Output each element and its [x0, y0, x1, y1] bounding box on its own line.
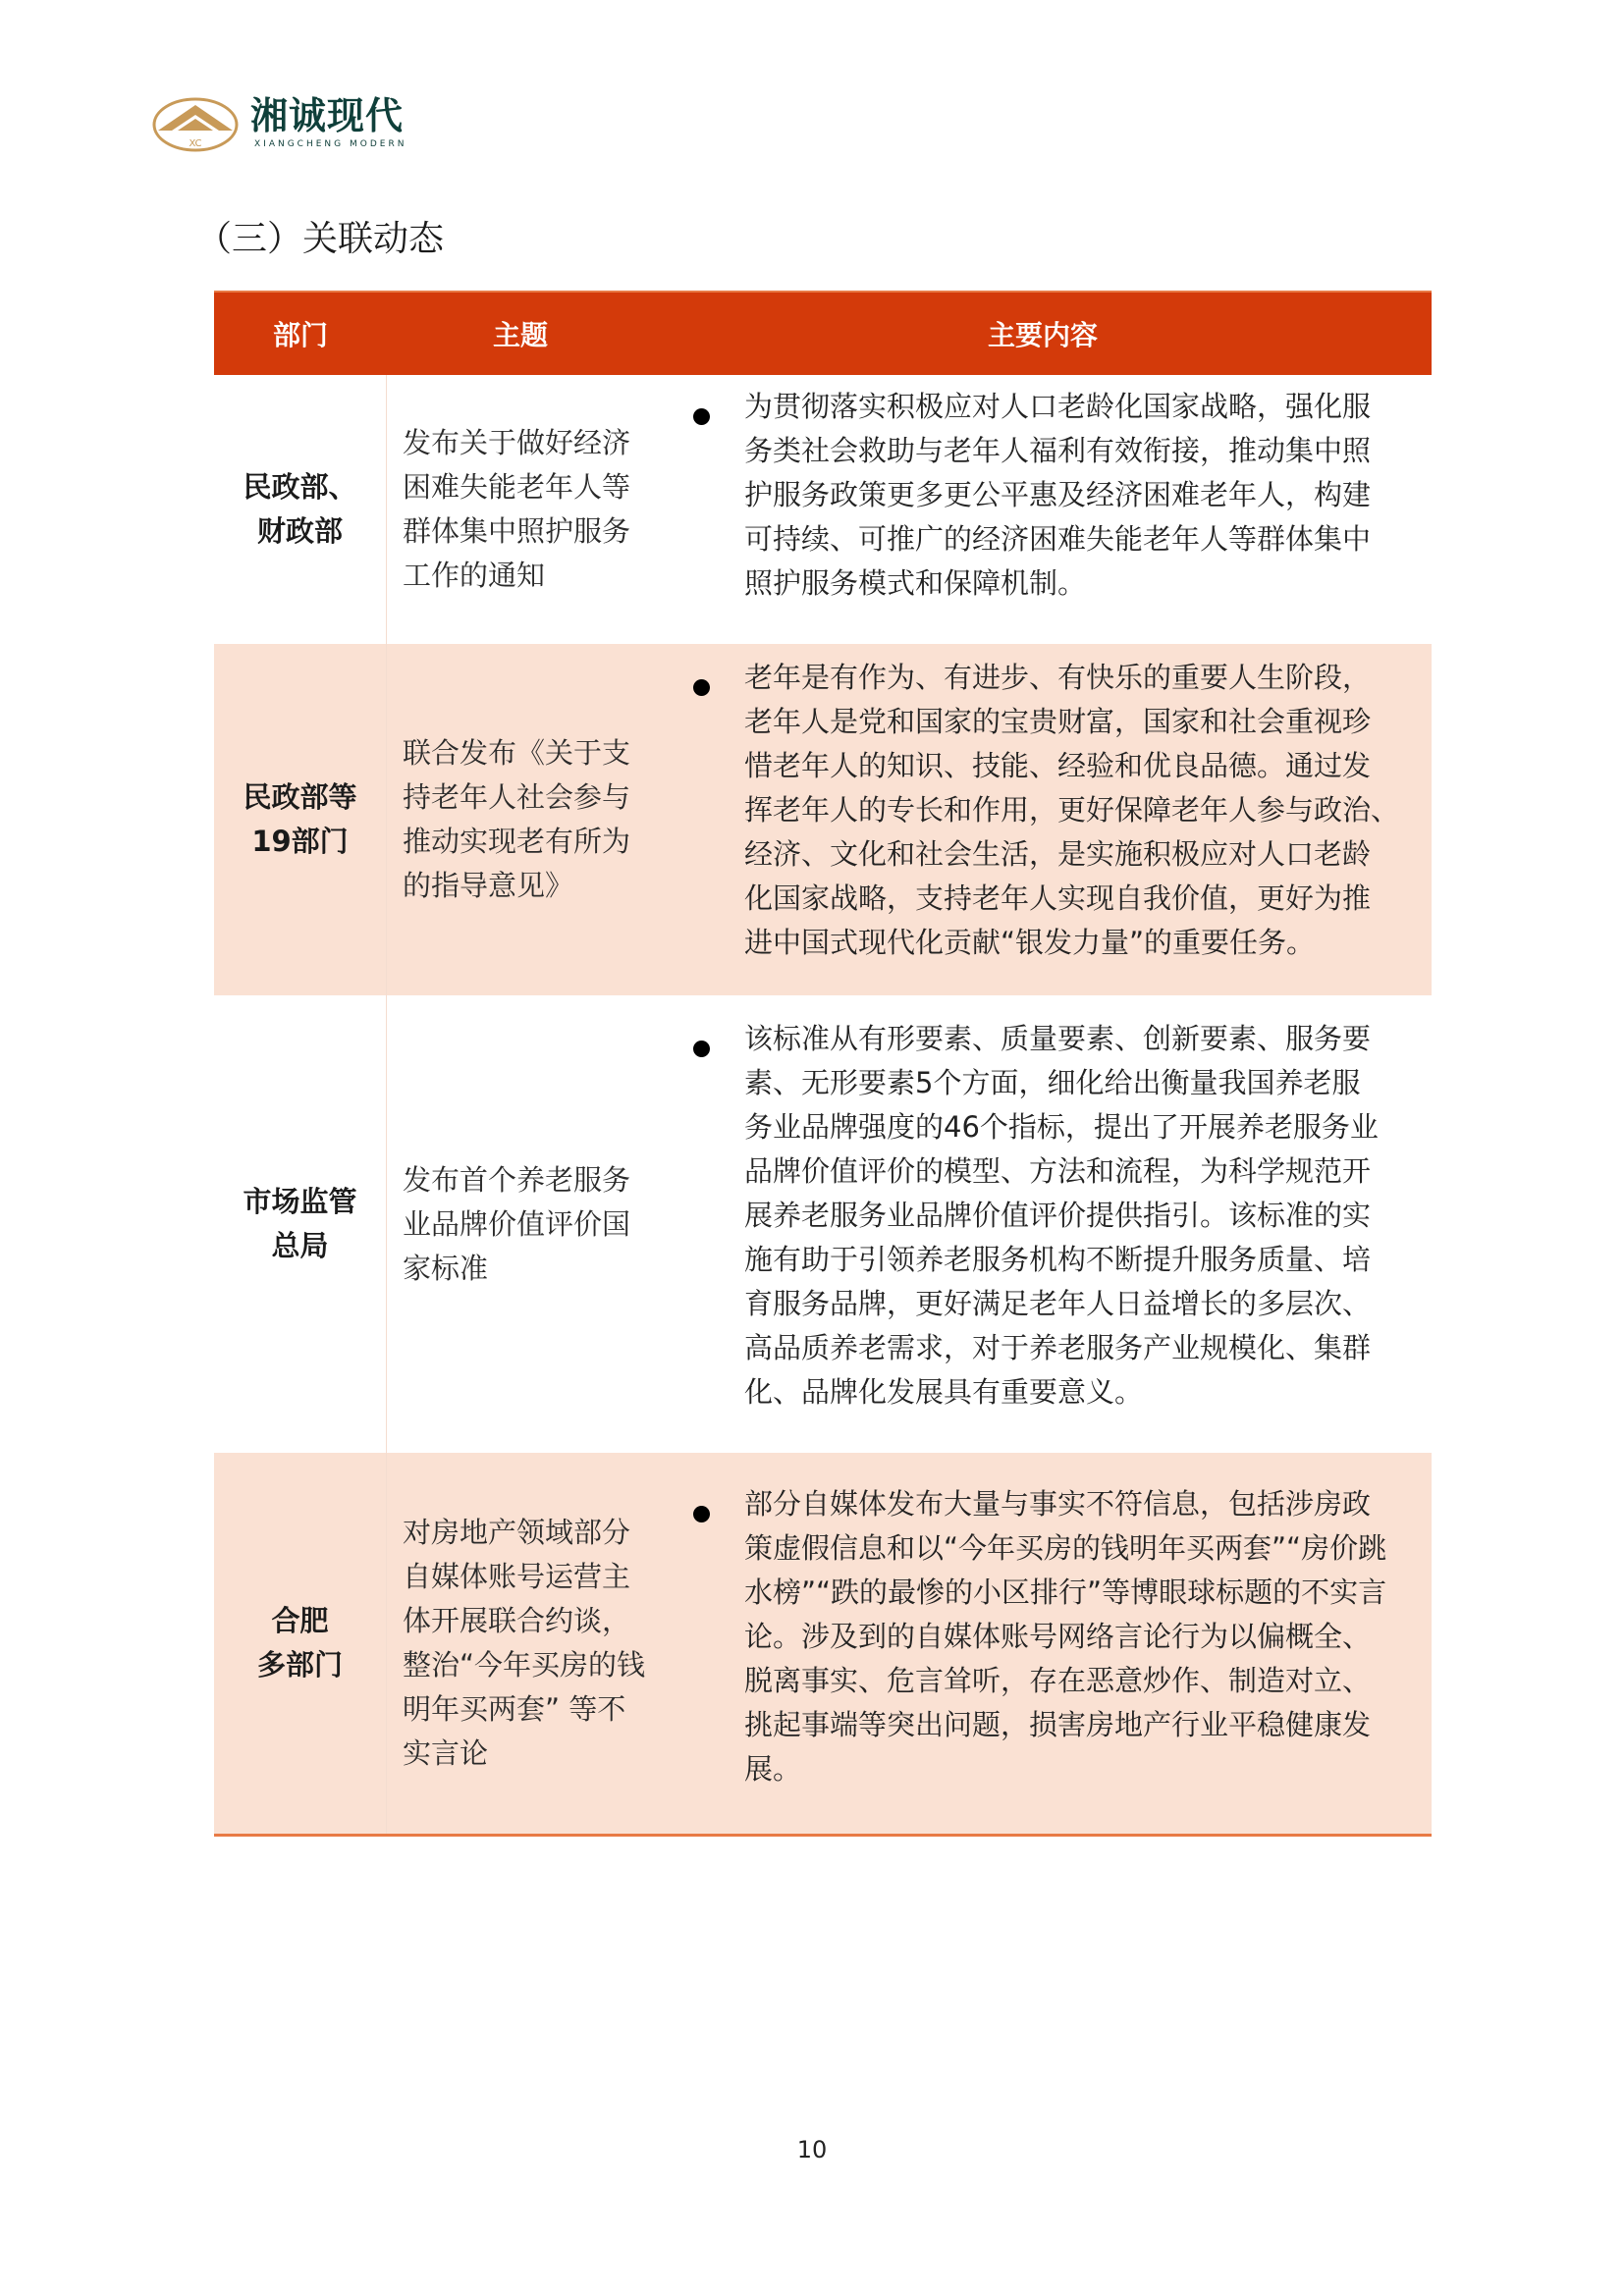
content-line: 品牌价值评价的模型、方法和流程，为科学规范开: [744, 1154, 1372, 1188]
dept-line: 总局: [271, 1229, 329, 1262]
topic-cell: [387, 1453, 654, 1834]
dept-line: 19部门: [251, 825, 349, 858]
topic-line: 推动实现老有所为: [403, 825, 631, 858]
logo-mark-letters: XC: [189, 138, 202, 149]
logo-name-cn: 湘诚现代: [250, 94, 405, 137]
dept-cell: [214, 995, 387, 1453]
page-number: 10: [796, 2136, 828, 2163]
dept-line: 财政部: [256, 514, 343, 548]
topic-line: 体开展联合约谈，: [403, 1604, 631, 1637]
table-row: [214, 1453, 1432, 1834]
content-line: 策虚假信息和以“今年买房的钱明年买两套”“房价跳: [744, 1531, 1387, 1565]
content-line: 化、品牌化发展具有重要意义。: [744, 1375, 1144, 1409]
bullet-icon: [693, 408, 710, 425]
content-line: 挑起事端等突出问题，损害房地产行业平稳健康发: [744, 1708, 1372, 1741]
topic-line: 自媒体账号运营主: [403, 1560, 631, 1593]
content-cell: [744, 385, 1624, 606]
content-line: 老年是有作为、有进步、有快乐的重要人生阶段，: [744, 661, 1372, 694]
dept-cell: [214, 375, 387, 644]
topic-line: 的指导意见》: [403, 869, 574, 902]
content-line: 经济、文化和社会生活，是实施积极应对人口老龄: [744, 837, 1372, 871]
topic-line: 发布首个养老服务: [403, 1162, 631, 1197]
content-line: 老年人是党和国家的宝贵财富，国家和社会重视珍: [744, 705, 1372, 738]
topic-line: 发布关于做好经济: [403, 426, 631, 459]
table-row: [214, 644, 1432, 995]
section-title: （三）关联动态: [196, 219, 445, 259]
bullet-icon: [693, 679, 710, 696]
topic-cell: [387, 375, 654, 644]
topic-cell: [387, 644, 654, 995]
content-line: 护服务政策更多更公平惠及经济困难老年人，构建: [744, 478, 1372, 511]
content-cell: [744, 1482, 1624, 1791]
topic-line: 困难失能老年人等: [403, 470, 631, 504]
table-bottom-rule: [214, 1834, 1432, 1837]
bullet-icon: [693, 1506, 710, 1522]
table-row: [214, 375, 1432, 644]
logo-name-en: XIANGCHENG MODERN: [254, 139, 407, 149]
content-cell: [744, 656, 1624, 965]
content-line: 展养老服务业品牌价值评价提供指引。该标准的实: [744, 1199, 1372, 1232]
content-line: 挥老年人的专长和作用，更好保障老年人参与政治、: [744, 793, 1400, 827]
dept-line: 合肥: [271, 1604, 329, 1637]
topic-cell: [387, 995, 654, 1453]
content-line: 展。: [744, 1752, 802, 1786]
content-line: 化国家战略，支持老年人实现自我价值，更好为推: [744, 881, 1372, 915]
content-line: 惜老年人的知识、技能、经验和优良品德。通过发: [744, 749, 1372, 782]
topic-line: 工作的通知: [403, 559, 546, 592]
table-header: [214, 291, 1432, 375]
column-header-content: 主要内容: [987, 319, 1098, 351]
content-line: 水榜”“跌的最惨的小区排行”等博眼球标题的不实言: [744, 1575, 1387, 1609]
table-row: [214, 995, 1432, 1453]
dept-cell: [214, 1453, 387, 1834]
content-line: 部分自媒体发布大量与事实不符信息，包括涉房政: [744, 1487, 1372, 1521]
dept-line: 市场监管: [243, 1185, 357, 1218]
company-logo: [152, 93, 417, 156]
topic-line: 持老年人社会参与: [403, 780, 631, 814]
dept-line: 多部门: [256, 1648, 343, 1682]
content-line: 育服务品牌，更好满足老年人日益增长的多层次、: [744, 1287, 1372, 1320]
dept-line: 民政部等: [243, 780, 357, 814]
topic-line: 家标准: [403, 1251, 489, 1285]
topic-line: 联合发布《关于支: [403, 736, 631, 770]
content-line: 论。涉及到的自媒体账号网络言论行为以偏概全、: [744, 1620, 1372, 1653]
content-line: 施有助于引领养老服务机构不断提升服务质量、培: [744, 1243, 1372, 1276]
content-line: 该标准从有形要素、质量要素、创新要素、服务要: [744, 1022, 1372, 1055]
dept-cell: [214, 644, 387, 995]
content-cell: [744, 1017, 1624, 1415]
topic-line: 业品牌价值评价国: [403, 1206, 631, 1241]
content-line: 高品质养老需求，对于养老服务产业规模化、集群: [744, 1331, 1372, 1364]
content-line: 为贯彻落实积极应对人口老龄化国家战略，强化服: [744, 390, 1372, 423]
content-line: 素、无形要素5个方面，细化给出衡量我国养老服: [744, 1066, 1361, 1099]
topic-line: 实言论: [403, 1736, 489, 1770]
dept-line: 民政部、: [243, 470, 357, 504]
related-news-table: [214, 291, 1432, 1837]
content-line: 进中国式现代化贡献“银发力量”的重要任务。: [744, 926, 1316, 959]
topic-line: 明年买两套” 等不: [403, 1692, 626, 1726]
topic-line: 对房地产领域部分: [403, 1516, 631, 1549]
topic-line: 群体集中照护服务: [403, 514, 631, 548]
column-header-dept: 部门: [272, 319, 328, 351]
topic-line: 整治“今年买房的钱: [403, 1648, 646, 1682]
column-header-topic: 主题: [492, 319, 548, 351]
content-line: 务类社会救助与老年人福利有效衔接，推动集中照: [744, 434, 1372, 467]
content-line: 可持续、可推广的经济困难失能老年人等群体集中: [744, 522, 1372, 556]
content-line: 务业品牌强度的46个指标，提出了开展养老服务业: [744, 1110, 1379, 1144]
logo-mark-icon: [152, 97, 239, 152]
bullet-icon: [693, 1041, 710, 1057]
content-line: 脱离事实、危言耸听，存在恶意炒作、制造对立、: [744, 1664, 1372, 1697]
content-line: 照护服务模式和保障机制。: [744, 566, 1087, 600]
